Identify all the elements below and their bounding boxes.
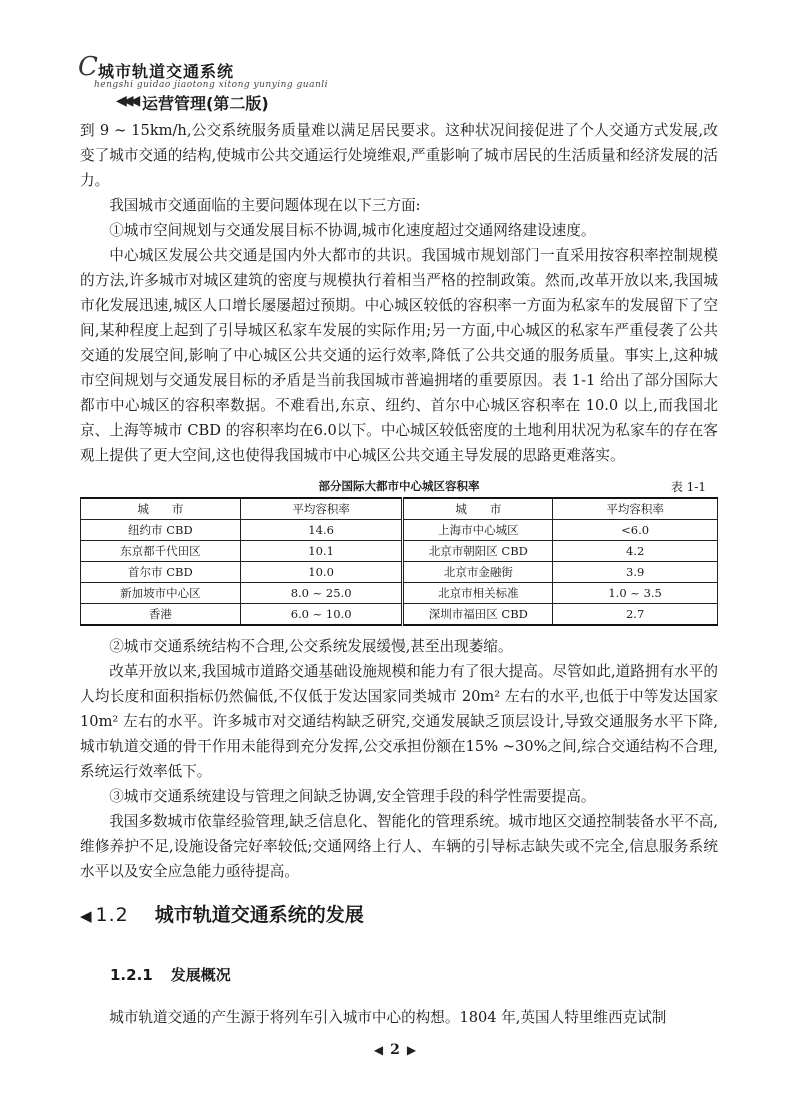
body-text-lower: [80, 634, 718, 884]
table-cell: 1.0 ~ 3.5: [553, 583, 718, 604]
running-header: [78, 52, 378, 116]
table-cell: 东京都千代田区: [81, 541, 241, 562]
body-text-upper: [80, 118, 718, 468]
page-footer: [0, 1042, 790, 1058]
subsection-title: 发展概况: [170, 966, 231, 984]
table-cell: 北京市相关标准: [403, 583, 553, 604]
paragraph: ②城市交通系统结构不合理,公交系统发展缓慢,甚至出现萎缩。: [109, 638, 513, 655]
floor-area-ratio-table: [80, 497, 718, 626]
table-cell: 6.0 ~ 10.0: [240, 604, 403, 626]
table-title: 部分国际大都市中心城区容积率: [318, 479, 480, 493]
table-row: [81, 562, 718, 583]
table-cell: 10.1: [240, 541, 403, 562]
table-cell: <6.0: [553, 520, 718, 541]
section-number: 1.2: [95, 904, 129, 926]
section-heading: [80, 900, 364, 927]
table-cell: 香港: [81, 604, 241, 626]
table-1-1: [80, 478, 718, 626]
table-cell: 10.0: [240, 562, 403, 583]
col-header-ratio: 平均容积率: [240, 498, 403, 520]
paragraph: 城市轨道交通的产生源于将列车引入城市中心的构想。1804 年,英国人特里维西克试制: [109, 1009, 667, 1026]
col-header-city: 城 市: [403, 498, 553, 520]
body-text-final: [80, 1005, 718, 1030]
table-cell: 3.9: [553, 562, 718, 583]
paragraph: ①城市空间规划与交通发展目标不协调,城市化速度超过交通网络建设速度。: [109, 222, 596, 239]
table-cell: 北京市朝阳区 CBD: [403, 541, 553, 562]
right-arrow-icon: ▶: [406, 1043, 417, 1057]
section-arrow-icon: ◀: [80, 907, 92, 925]
table-number: 表 1-1: [670, 480, 706, 494]
table-cell: 8.0 ~ 25.0: [240, 583, 403, 604]
paragraph: 我国多数城市依靠经验管理,缺乏信息化、智能化的管理系统。城市地区交通控制装备水平不高,维修养护不足,设施设备完好率较低;交通网络上行人、车辆的引导标志缺失或不完全,信息服务系统水平以及安全应急能力亟待提高。: [80, 813, 718, 880]
table-row: [81, 541, 718, 562]
subsection-number: 1.2.1: [110, 966, 153, 984]
table-row: [81, 520, 718, 541]
section-title: 城市轨道交通系统的发展: [154, 904, 364, 926]
table-row: [81, 583, 718, 604]
header-logo-letter: C: [78, 52, 98, 82]
book-title-pinyin: hengshi guidao jiaotong xitong yunying guanli: [94, 80, 329, 90]
table-cell: 新加坡市中心区: [81, 583, 241, 604]
table-cell: 上海市中心城区: [403, 520, 553, 541]
paragraph: 到 9 ~ 15km/h,公交系统服务质量难以满足居民要求。这种状况间接促进了个人交通方式发展,改变了城市交通的结构,使城市公共交通运行处境维艰,严重影响了城市居民的生活质量和经济发展的活力。: [80, 122, 718, 189]
triple-arrow-icon: ◀◀◀: [116, 93, 137, 109]
subsection-heading: [110, 964, 231, 985]
book-title: 城市轨道交通系统: [98, 62, 235, 81]
table-row: [81, 604, 718, 626]
table-cell: 2.7: [553, 604, 718, 626]
paragraph: ③城市交通系统建设与管理之间缺乏协调,安全管理手段的科学性需要提高。: [109, 788, 596, 805]
left-arrow-icon: ◀: [373, 1043, 384, 1057]
table-cell: 北京市金融街: [403, 562, 553, 583]
col-header-city: 城 市: [81, 498, 241, 520]
table-cell: 14.6: [240, 520, 403, 541]
paragraph: 我国城市交通面临的主要问题体现在以下三方面:: [109, 197, 421, 214]
table-cell: 首尔市 CBD: [81, 562, 241, 583]
book-subtitle: 运营管理(第二版): [142, 94, 269, 113]
table-cell: 深圳市福田区 CBD: [403, 604, 553, 626]
paragraph: 改革开放以来,我国城市道路交通基础设施规模和能力有了很大提高。尽管如此,道路拥有水平的人均长度和面积指标仍然偏低,不仅低于发达国家同类城市 20m² 左右的水平,也低于中等发达国家 10m² 左右的水平。许多城市对交通结构缺乏研究,交通发展缺乏顶层设计,导致交通服务水平下降,城市轨道交通的骨干作用未能得到充分发挥,公交承担份额在15% ~30%之间,综合交通结构不合理,系统运行效率低下。: [80, 663, 718, 780]
col-header-ratio: 平均容积率: [553, 498, 718, 520]
table-header-row: [81, 498, 718, 520]
table-caption: [80, 478, 718, 497]
page-number: 2: [390, 1042, 400, 1058]
paragraph: 中心城区发展公共交通是国内外大都市的共识。我国城市规划部门一直采用按容积率控制规模的方法,许多城市对城区建筑的密度与规模执行着相当严格的控制政策。然而,改革开放以来,我国城市化发展迅速,城区人口增长屡屡超过预期。中心城区较低的容积率一方面为私家车的发展留下了空间,某种程度上起到了引导城区私家车发展的实际作用;另一方面,中心城区的私家车严重侵袭了公共交通的发展空间,影响了中心城区公共交通的运行效率,降低了公共交通的服务质量。事实上,这种城市空间规划与交通发展目标的矛盾是当前我国城市普遍拥堵的重要原因。表 1-1 给出了部分国际大都市中心城区的容积率数据。不难看出,东京、纽约、首尔中心城区容积率在 10.0 以上,而我国北京、上海等城市 CBD 的容积率均在6.0以下。中心城区较低密度的土地利用状况为私家车的存在客观上提供了更大空间,这也使得我国城市中心城区公共交通主导发展的思路更难落实。: [80, 247, 718, 464]
table-cell: 纽约市 CBD: [81, 520, 241, 541]
table-cell: 4.2: [553, 541, 718, 562]
